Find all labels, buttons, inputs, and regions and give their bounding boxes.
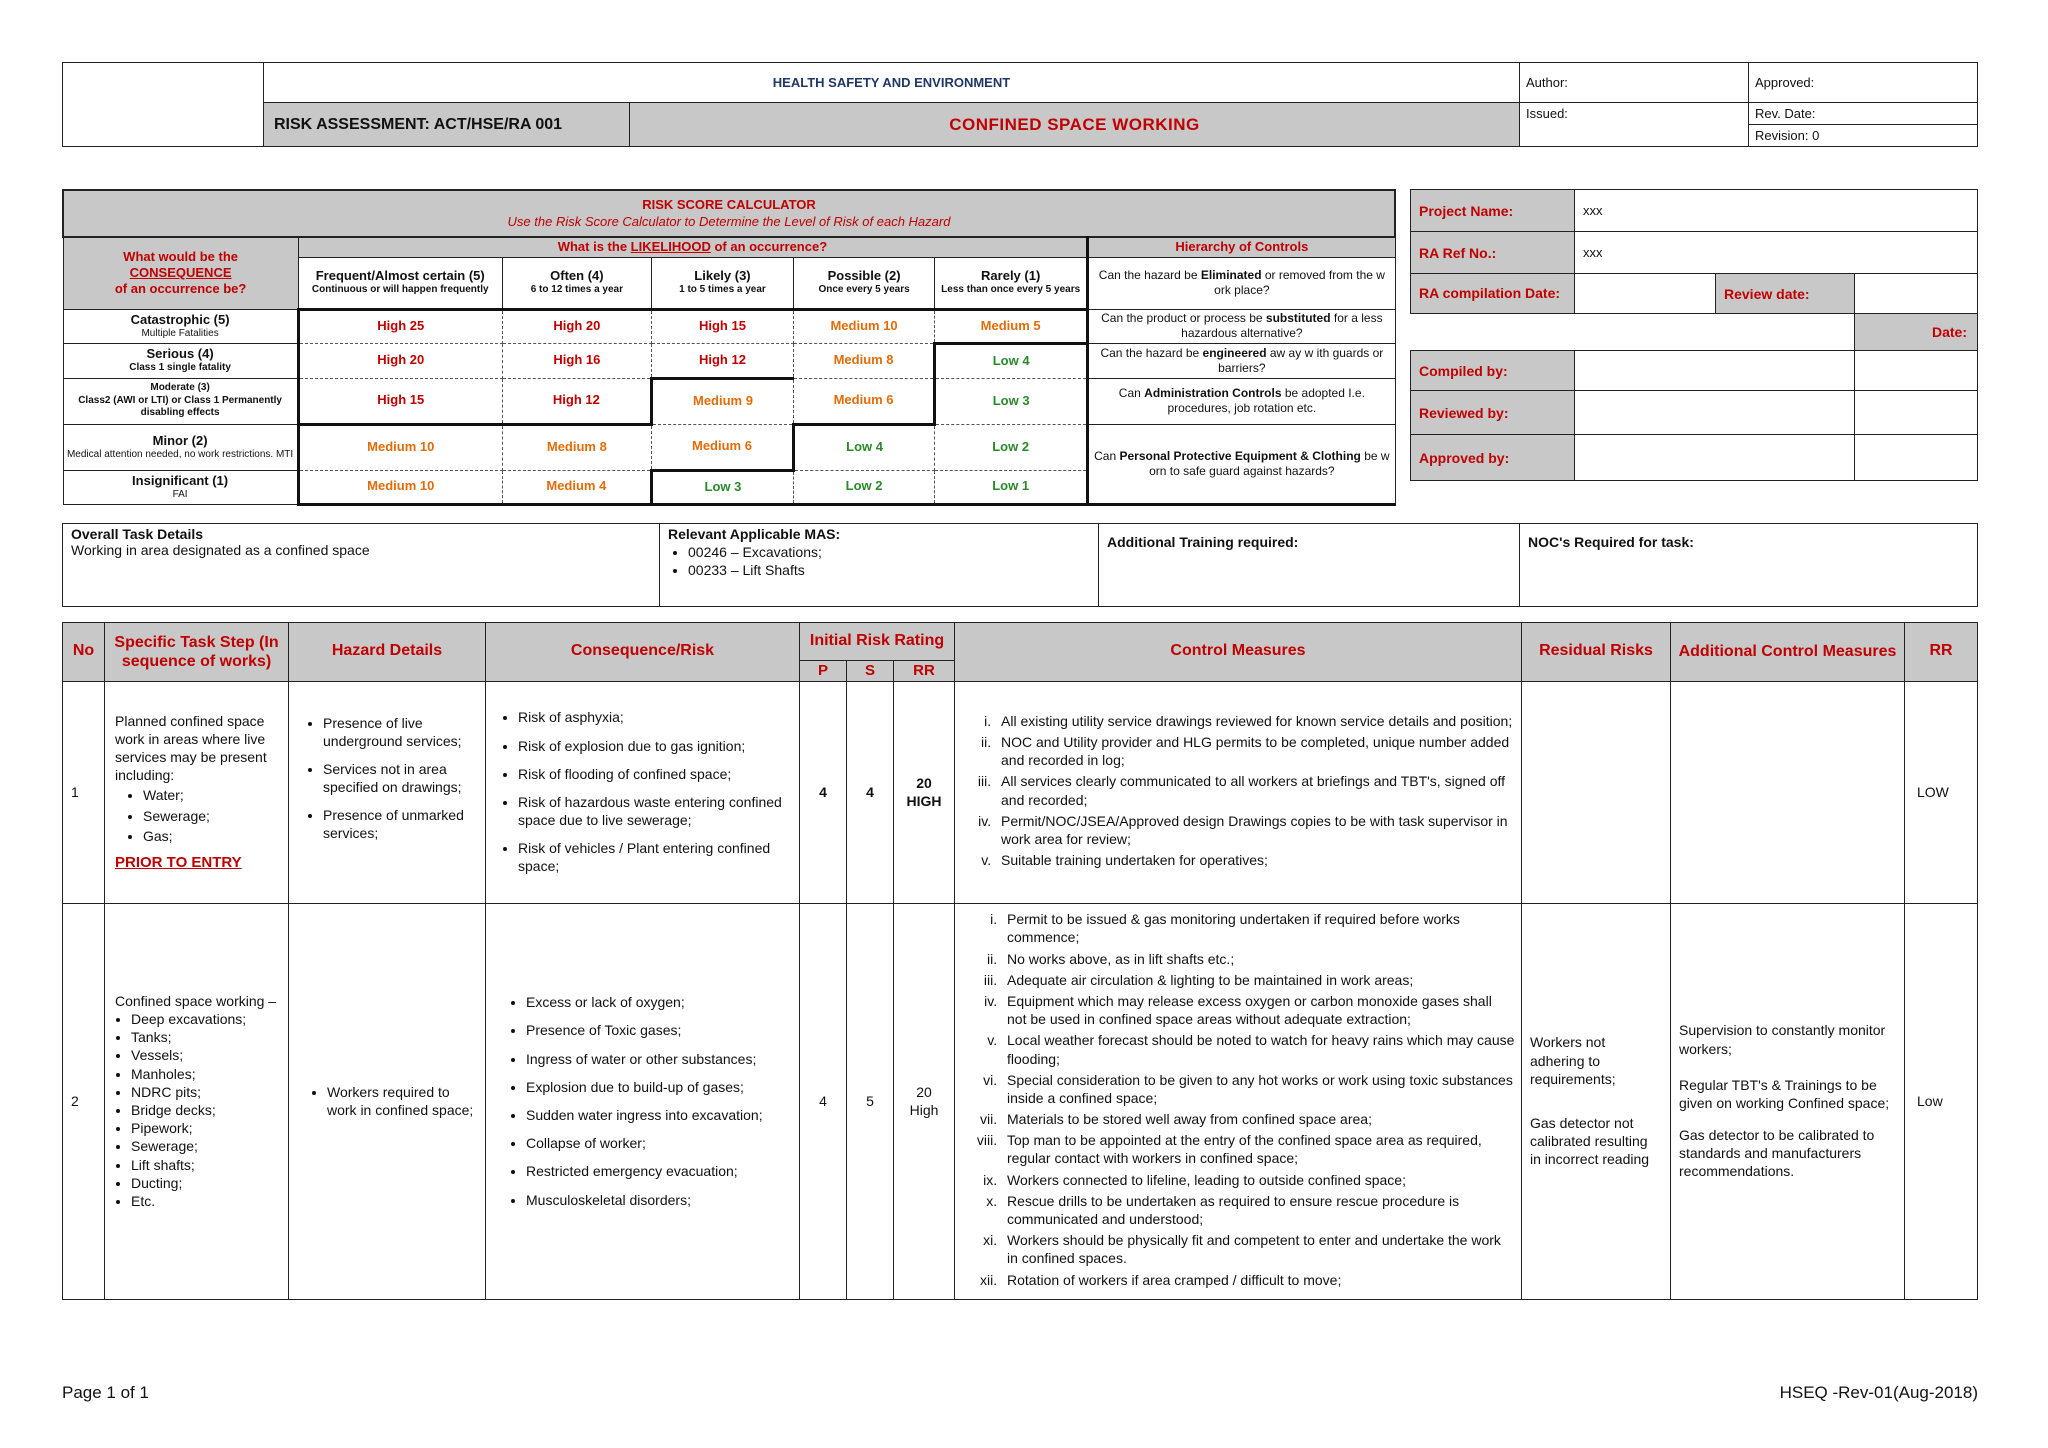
rr-final: Low xyxy=(1905,903,1978,1299)
risk-cell: Low 4 xyxy=(794,424,935,470)
reviewed-by-label: Reviewed by: xyxy=(1411,391,1575,435)
row-no: 1 xyxy=(63,681,105,903)
consequence-label: Catastrophic (5) Multiple Fatalities xyxy=(63,309,298,343)
consequence-risk: • Excess or lack of oxygen; • Presence of Toxic gases; • Ingress of water or other substances; • Explosion due to build-up of gases; • Sudden water ingress into excavation; • Collapse of worker; • Restricted emergency evacuation; • Musculoskeletal disorders; xyxy=(486,903,800,1299)
compiled-date-value xyxy=(1855,351,1978,391)
risk-cell: Medium 4 xyxy=(502,470,651,504)
risk-cell: High 12 xyxy=(651,343,793,378)
additional-controls: Supervision to constantly monitor workers; Regular TBT's & Trainings to be given on working Confined space; Gas detector to be calibrated to standards and manufacturers recommendations. xyxy=(1671,903,1905,1299)
table-row xyxy=(63,681,1978,903)
risk-cell: Medium 5 xyxy=(935,309,1088,343)
review-date-label: Review date: xyxy=(1716,274,1855,314)
risk-cell: High 12 xyxy=(502,378,651,424)
risk-cell: High 15 xyxy=(298,378,502,424)
col-initial-rating: Initial Risk Rating xyxy=(800,623,955,661)
ra-ref-value: xxx xyxy=(1575,232,1978,274)
control-measures: i. All existing utility service drawings reviewed for known service details and position; ii. NOC and Utility provider and HLG permits to be completed, unique number added and recorded in log; iii. All services clearly communicated to all workers at briefings and TBT's, signed off and recorded; iv. Permit/NOC/JSEA/Approved design Drawings copies to be with task supervisor in work area for review; v. Suitable training undertaken for operatives; xyxy=(955,681,1522,903)
risk-assessment-table xyxy=(62,622,1978,1300)
ra-number: RISK ASSESSMENT: ACT/HSE/RA 001 xyxy=(264,103,630,147)
risk-cell: Low 2 xyxy=(935,424,1088,470)
hierarchy-item-4: Can Personal Protective Equipment & Clothing be w orn to safe guard against hazards? xyxy=(1088,424,1395,504)
risk-cell: Medium 9 xyxy=(651,378,793,424)
col-no: No xyxy=(63,623,105,682)
document-header xyxy=(62,62,1978,147)
control-measures: i. Permit to be issued & gas monitoring undertaken if required before works commence; ii. No works above, as in lift shafts etc.; iii. Adequate air circulation & lighting to be maintained in work areas; iv. Equipment which may release excess oxygen or carbon monoxide gases shall not be used in confined space areas without adequate extraction; v. Local weather forecast should be noted to watch for heavy rains which may cause flooding; vi. Special consideration to be given to any hot works or work using toxic substances inside a confined space; vii. Materials to be stored well away from confined space area; viii. Top man to be appointed at the entry of the confined space area as required, regular contact with workers in confined space; ix. Workers connected to lifeline, leading to outside confined space; x. Rescue drills to be undertaken as required to ensure rescue procedure is communicated and understood; xi. Workers should be physically fit and competent to enter and undertake the work in confined spaces. xii. Rotation of workers if area cramped / difficult to move; xyxy=(955,903,1522,1299)
col-hazard: Hazard Details xyxy=(289,623,486,682)
hierarchy-title: Hierarchy of Controls xyxy=(1088,237,1395,257)
risk-cell: High 16 xyxy=(502,343,651,378)
likelihood-col-3: Possible (2) Once every 5 years xyxy=(794,257,935,309)
rating-rr: 20 High xyxy=(894,903,955,1299)
risk-cell: Medium 6 xyxy=(794,378,935,424)
hazard-details: • Workers required to work in confined space; xyxy=(289,903,486,1299)
ra-ref-label: RA Ref No.: xyxy=(1411,232,1575,274)
project-name-label: Project Name: xyxy=(1411,190,1575,232)
hierarchy-item-3: Can Administration Controls be adopted I.e. procedures, job rotation etc. xyxy=(1088,378,1395,424)
approved-field: Approved: xyxy=(1749,63,1978,103)
hierarchy-item-1: Can the product or process be substituted for a less hazardous alternative? xyxy=(1088,309,1395,343)
risk-cell: Low 3 xyxy=(651,470,793,504)
risk-cell: High 20 xyxy=(298,343,502,378)
likelihood-col-1: Often (4) 6 to 12 times a year xyxy=(502,257,651,309)
residual-risks xyxy=(1522,681,1671,903)
col-additional: Additional Control Measures xyxy=(1671,623,1905,682)
reviewed-by-value xyxy=(1575,391,1855,435)
revision-footer: HSEQ -Rev-01(Aug-2018) xyxy=(1779,1383,1978,1402)
risk-cell: Medium 6 xyxy=(651,424,793,470)
task-details xyxy=(62,523,1978,607)
page-number: Page 1 of 1 xyxy=(62,1383,149,1402)
approved-date-value xyxy=(1855,435,1978,481)
rating-p: 4 xyxy=(800,681,847,903)
calculator-subtitle: Use the Risk Score Calculator to Determine the Level of Risk of each Hazard xyxy=(507,213,951,229)
date-label: Date: xyxy=(1855,314,1978,351)
likelihood-col-0: Frequent/Almost certain (5) Continuous or will happen frequently xyxy=(298,257,502,309)
project-name-value: xxx xyxy=(1575,190,1978,232)
likelihood-col-2: Likely (3) 1 to 5 times a year xyxy=(651,257,793,309)
overall-task-label: Overall Task Details xyxy=(71,526,204,542)
consequence-question: What would be the CONSEQUENCE of an occurrence be? xyxy=(63,237,298,309)
risk-cell: Medium 10 xyxy=(794,309,935,343)
risk-cell: Low 2 xyxy=(794,470,935,504)
training-label: Additional Training required: xyxy=(1099,524,1520,607)
risk-cell: High 15 xyxy=(651,309,793,343)
risk-cell: High 20 xyxy=(502,309,651,343)
hazard-details: • Presence of live underground services; • Services not in area specified on drawings; • Presence of unmarked services; xyxy=(289,681,486,903)
task-step: Confined space working – • Deep excavations; • Tanks; • Vessels; • Manholes; • NDRC pits; • Bridge decks; • Pipework; • Sewerage; • Lift shafts; • Ducting; • Etc. xyxy=(105,903,289,1299)
col-s: S xyxy=(847,661,894,682)
row-no: 2 xyxy=(63,903,105,1299)
logo-area xyxy=(63,63,264,147)
likelihood-col-4: Rarely (1) Less than once every 5 years xyxy=(935,257,1088,309)
review-date-value xyxy=(1855,274,1978,314)
rating-s: 4 xyxy=(847,681,894,903)
col-consequence: Consequence/Risk xyxy=(486,623,800,682)
overall-task-value: Working in area designated as a confined space xyxy=(71,542,370,558)
issued-field: Issued: xyxy=(1520,103,1749,147)
rev-date-field: Rev. Date: xyxy=(1749,103,1978,125)
col-step: Specific Task Step (In sequence of works) xyxy=(105,623,289,682)
risk-cell: Low 1 xyxy=(935,470,1088,504)
hierarchy-item-2: Can the hazard be engineered aw ay w ith guards or barriers? xyxy=(1088,343,1395,378)
rating-p: 4 xyxy=(800,903,847,1299)
risk-cell: Low 3 xyxy=(935,378,1088,424)
additional-controls xyxy=(1671,681,1905,903)
relevant-mas xyxy=(660,524,1099,607)
project-info xyxy=(1410,189,1978,481)
consequence-row-minor xyxy=(63,424,1395,470)
residual-risks: Workers not adhering to requirements; Gas detector not calibrated resulting in incorrect reading xyxy=(1522,903,1671,1299)
org-title: HEALTH SAFETY AND ENVIRONMENT xyxy=(264,63,1520,103)
mas-label: Relevant Applicable MAS: xyxy=(668,526,841,542)
compiled-by-label: Compiled by: xyxy=(1411,351,1575,391)
mas-item: • 00233 – Lift Shafts xyxy=(688,562,1090,578)
prior-to-entry-note: PRIOR TO ENTRY xyxy=(115,853,242,871)
consequence-row-moderate xyxy=(63,378,1395,424)
consequence-label: Moderate (3) Class2 (AWI or LTI) or Class 1 Permanently disabling effects xyxy=(63,378,298,424)
overall-task xyxy=(63,524,660,607)
compilation-date-value xyxy=(1575,274,1716,314)
noc-label: NOC's Required for task: xyxy=(1520,524,1978,607)
consequence-label: Serious (4) Class 1 single fatality xyxy=(63,343,298,378)
compilation-date-label: RA compilation Date: xyxy=(1411,274,1575,314)
col-control: Control Measures xyxy=(955,623,1522,682)
consequence-row-catastrophic xyxy=(63,309,1395,343)
consequence-label: Insignificant (1) FAI xyxy=(63,470,298,504)
table-row xyxy=(63,903,1978,1299)
risk-cell: Medium 8 xyxy=(794,343,935,378)
risk-score-calculator xyxy=(62,189,1396,506)
mas-item: • 00246 – Excavations; xyxy=(688,544,1090,560)
col-rr: RR xyxy=(894,661,955,682)
approved-by-label: Approved by: xyxy=(1411,435,1575,481)
revision-field: Revision: 0 xyxy=(1749,125,1978,147)
reviewed-date-value xyxy=(1855,391,1978,435)
risk-cell: Medium 10 xyxy=(298,470,502,504)
approved-by-value xyxy=(1575,435,1855,481)
consequence-risk: • Risk of asphyxia; • Risk of explosion due to gas ignition; • Risk of flooding of confined space; • Risk of hazardous waste entering confined space due to live sewerage; • Risk of vehicles / Plant entering confined space; xyxy=(486,681,800,903)
risk-cell: High 25 xyxy=(298,309,502,343)
compiled-by-value xyxy=(1575,351,1855,391)
risk-cell: Medium 8 xyxy=(502,424,651,470)
task-step: Planned confined space work in areas where live services may be present including: • Water; • Sewerage; • Gas; PRIOR TO ENTRY xyxy=(105,681,289,903)
document-title: CONFINED SPACE WORKING xyxy=(630,103,1520,147)
author-field: Author: xyxy=(1520,63,1749,103)
rating-s: 5 xyxy=(847,903,894,1299)
hierarchy-item-0: Can the hazard be Eliminated or removed from the w ork place? xyxy=(1088,257,1395,309)
calculator-title-block xyxy=(63,190,1395,237)
col-residual: Residual Risks xyxy=(1522,623,1671,682)
likelihood-question: What is the LIKELIHOOD of an occurrence? xyxy=(298,237,1088,257)
rr-final: LOW xyxy=(1905,681,1978,903)
risk-cell: Low 4 xyxy=(935,343,1088,378)
consequence-label: Minor (2) Medical attention needed, no work restrictions. MTI xyxy=(63,424,298,470)
risk-cell: Medium 10 xyxy=(298,424,502,470)
rating-rr: 20 HIGH xyxy=(894,681,955,903)
calculator-title: RISK SCORE CALCULATOR xyxy=(642,197,816,213)
consequence-row-serious xyxy=(63,343,1395,378)
col-rr-final: RR xyxy=(1905,623,1978,682)
col-p: P xyxy=(800,661,847,682)
